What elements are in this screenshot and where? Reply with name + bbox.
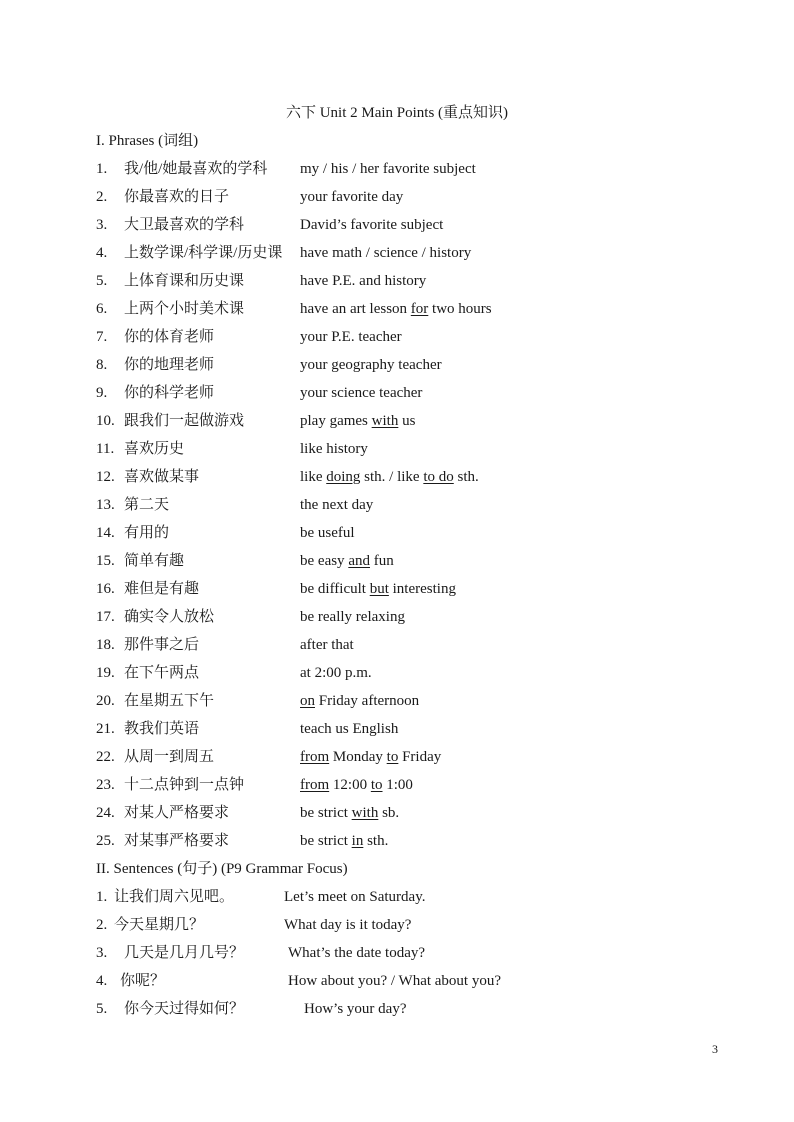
section-heading-phrases: I. Phrases (词组) [96, 133, 199, 149]
item-number: 4. [96, 973, 108, 989]
underlined-word: with [351, 805, 379, 821]
english-phrase: be useful [300, 525, 355, 541]
chinese-phrase: 确实令人放松 [124, 609, 215, 625]
item-number: 16. [96, 581, 115, 597]
item-number: 15. [96, 553, 115, 569]
item-number: 18. [96, 637, 115, 653]
chinese-phrase: 简单有趣 [124, 553, 185, 569]
chinese-phrase: 你的体育老师 [124, 329, 215, 345]
chinese-phrase: 第二天 [124, 497, 170, 513]
item-number: 25. [96, 833, 115, 849]
english-phrase: your geography teacher [300, 357, 442, 373]
underlined-word: from [300, 749, 330, 765]
english-phrase: David’s favorite subject [300, 217, 444, 233]
item-number: 2. [96, 917, 108, 933]
underlined-word: in [351, 833, 364, 849]
item-number: 20. [96, 693, 115, 709]
english-phrase: your favorite day [300, 189, 404, 205]
chinese-phrase: 跟我们一起做游戏 [124, 413, 245, 429]
item-number: 6. [96, 301, 108, 317]
chinese-phrase: 那件事之后 [124, 637, 200, 653]
chinese-phrase: 上数学课/科学课/历史课 [124, 245, 283, 261]
english-phrase: play games with us [300, 413, 416, 429]
item-number: 10. [96, 413, 115, 429]
underlined-word: and [348, 553, 370, 569]
chinese-phrase: 大卫最喜欢的学科 [124, 217, 245, 233]
english-phrase: like history [300, 441, 368, 457]
chinese-phrase: 喜欢做某事 [124, 469, 200, 485]
english-phrase: your science teacher [300, 385, 423, 401]
english-phrase: from Monday to Friday [300, 749, 442, 765]
page-number: 3 [712, 1042, 718, 1056]
chinese-sentence: 你今天过得如何？ [124, 1001, 245, 1017]
english-phrase: at 2:00 p.m. [300, 665, 372, 681]
underlined-word: from [300, 777, 330, 793]
english-phrase: on Friday afternoon [300, 693, 420, 709]
chinese-phrase: 有用的 [124, 525, 170, 541]
english-phrase: the next day [300, 497, 374, 513]
item-number: 3. [96, 217, 108, 233]
english-sentence: How’s your day? [304, 1001, 407, 1017]
english-phrase: like doing sth. / like to do sth. [300, 469, 479, 485]
item-number: 3. [96, 945, 108, 961]
chinese-phrase: 上两个小时美术课 [124, 301, 245, 317]
chinese-phrase: 你的科学老师 [124, 385, 215, 401]
underlined-word: on [300, 693, 315, 709]
underlined-word: to do [423, 469, 454, 485]
item-number: 24. [96, 805, 115, 821]
item-number: 9. [96, 385, 108, 401]
english-phrase: teach us English [300, 721, 399, 737]
underlined-word: to [386, 749, 399, 765]
item-number: 5. [96, 1001, 108, 1017]
chinese-phrase: 对某事严格要求 [124, 833, 230, 849]
page-title: 六下 Unit 2 Main Points (重点知识) [285, 105, 509, 121]
item-number: 8. [96, 357, 108, 373]
chinese-sentence: 今天星期几？ [114, 917, 205, 933]
item-number: 11. [96, 441, 115, 457]
english-sentence: Let’s meet on Saturday. [284, 889, 426, 905]
item-number: 7. [96, 329, 108, 345]
english-sentence: What day is it today? [284, 917, 412, 933]
english-phrase: be strict in sth. [300, 833, 389, 849]
item-number: 12. [96, 469, 115, 485]
item-number: 21. [96, 721, 115, 737]
chinese-phrase: 你最喜欢的日子 [124, 189, 230, 205]
english-phrase: have P.E. and history [300, 273, 427, 289]
english-sentence: What’s the date today? [288, 945, 426, 961]
english-phrase: be easy and fun [300, 553, 394, 569]
chinese-phrase: 你的地理老师 [124, 357, 215, 373]
chinese-phrase: 教我们英语 [124, 721, 200, 737]
underlined-word: doing [326, 469, 361, 485]
chinese-phrase: 十二点钟到一点钟 [124, 777, 245, 793]
english-sentence: How about you? / What about you? [288, 973, 502, 989]
chinese-sentence: 几天是几月几号？ [124, 945, 245, 961]
chinese-phrase: 上体育课和历史课 [124, 273, 245, 289]
item-number: 17. [96, 609, 115, 625]
item-number: 5. [96, 273, 108, 289]
english-phrase: be really relaxing [300, 609, 405, 625]
english-phrase: have an art lesson for two hours [300, 301, 492, 317]
underlined-word: for [410, 301, 429, 317]
underlined-word: but [369, 581, 389, 597]
english-phrase: have math / science / history [300, 245, 472, 261]
chinese-sentence: 让我们周六见吧。 [114, 889, 235, 905]
chinese-phrase: 在下午两点 [124, 665, 200, 681]
chinese-phrase: 我/他/她最喜欢的学科 [124, 161, 268, 177]
english-phrase: be strict with sb. [300, 805, 400, 821]
section-heading-sentences: II. Sentences (句子) (P9 Grammar Focus) [96, 861, 348, 877]
underlined-word: to [370, 777, 383, 793]
underlined-word: with [371, 413, 399, 429]
english-phrase: be difficult but interesting [300, 581, 456, 597]
item-number: 1. [96, 161, 108, 177]
chinese-sentence: 你呢？ [120, 973, 166, 989]
chinese-phrase: 从周一到周五 [124, 749, 215, 765]
item-number: 1. [96, 889, 108, 905]
english-phrase: from 12:00 to 1:00 [300, 777, 413, 793]
item-number: 23. [96, 777, 115, 793]
chinese-phrase: 对某人严格要求 [124, 805, 230, 821]
chinese-phrase: 喜欢历史 [124, 441, 185, 457]
english-phrase: after that [300, 637, 354, 653]
item-number: 22. [96, 749, 115, 765]
item-number: 2. [96, 189, 108, 205]
item-number: 19. [96, 665, 115, 681]
chinese-phrase: 难但是有趣 [124, 581, 200, 597]
english-phrase: my / his / her favorite subject [300, 161, 476, 177]
item-number: 14. [96, 525, 115, 541]
item-number: 4. [96, 245, 108, 261]
english-phrase: your P.E. teacher [300, 329, 402, 345]
item-number: 13. [96, 497, 115, 513]
chinese-phrase: 在星期五下午 [124, 693, 215, 709]
